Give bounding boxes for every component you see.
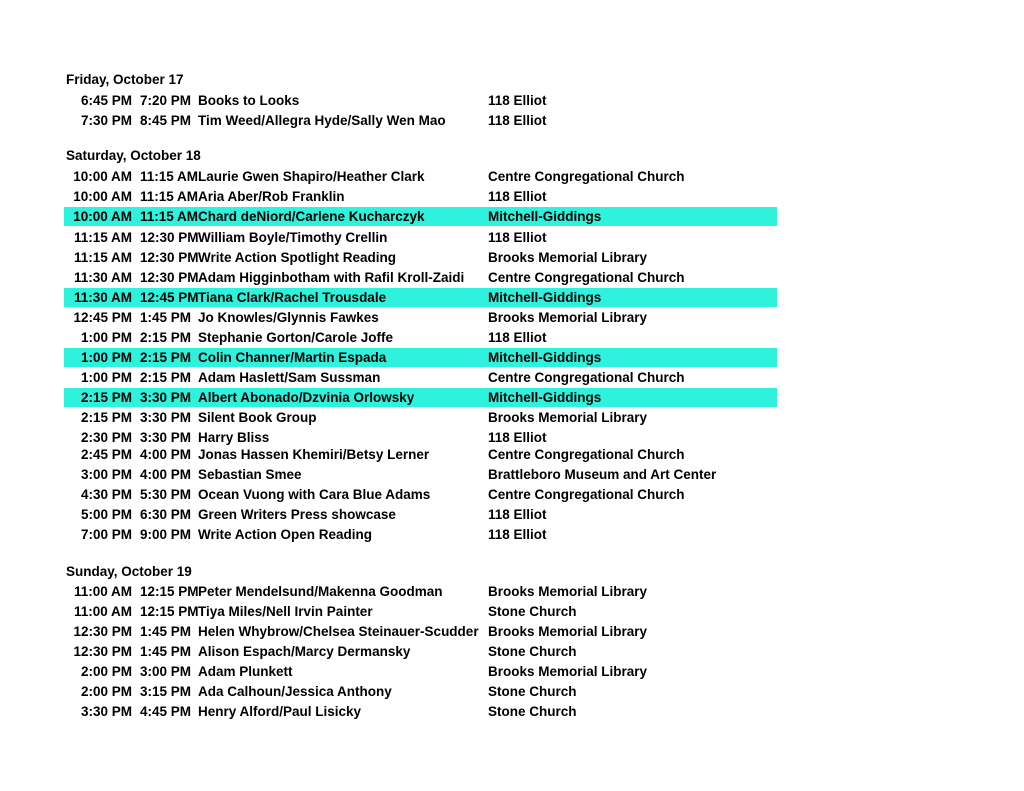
end-time: 11:15 AM	[140, 169, 199, 184]
start-time: 6:45 PM	[80, 93, 132, 108]
event-title: Helen Whybrow/Chelsea Steinauer-Scudder	[198, 624, 479, 639]
event-venue: Centre Congregational Church	[488, 447, 685, 462]
event-venue: Centre Congregational Church	[488, 169, 685, 184]
event-title: Write Action Open Reading	[198, 527, 373, 542]
start-time: 2:15 PM	[80, 410, 132, 425]
start-time: 11:00 AM	[73, 584, 132, 599]
start-time: 2:00 PM	[80, 664, 132, 679]
event-title: Laurie Gwen Shapiro/Heather Clark	[198, 169, 425, 184]
start-time: 2:15 PM	[80, 390, 132, 405]
end-time: 4:45 PM	[140, 704, 192, 719]
end-time: 12:15 PM	[140, 584, 199, 599]
schedule-row	[64, 167, 777, 186]
start-time: 2:30 PM	[80, 430, 132, 445]
event-title: Ada Calhoun/Jessica Anthony	[198, 684, 392, 699]
end-time: 6:30 PM	[140, 507, 192, 522]
event-title: Albert Abonado/Dzvinia Orlowsky	[198, 390, 415, 405]
event-venue: Mitchell-Giddings	[488, 350, 602, 365]
event-venue: Brooks Memorial Library	[488, 250, 648, 265]
start-time: 11:15 AM	[73, 250, 132, 265]
start-time: 3:30 PM	[80, 704, 132, 719]
schedule-row	[64, 525, 777, 544]
event-venue: Brooks Memorial Library	[488, 310, 648, 325]
schedule-row	[64, 368, 777, 387]
event-venue: Brooks Memorial Library	[488, 584, 648, 599]
event-title: Henry Alford/Paul Lisicky	[198, 704, 362, 719]
event-venue: 118 Elliot	[488, 507, 547, 522]
event-title: Silent Book Group	[198, 410, 317, 425]
schedule-row	[64, 702, 777, 721]
start-time: 3:00 PM	[80, 467, 132, 482]
start-time: 10:00 AM	[73, 169, 132, 184]
event-title: Books to Looks	[198, 93, 300, 108]
schedule-row	[64, 288, 777, 307]
schedule-row	[64, 408, 777, 427]
event-title: Aria Aber/Rob Franklin	[198, 189, 345, 204]
start-time: 11:30 AM	[73, 290, 132, 305]
schedule-row	[64, 445, 777, 464]
event-venue: Mitchell-Giddings	[488, 209, 602, 224]
schedule-row	[64, 268, 777, 287]
start-time: 11:00 AM	[73, 604, 132, 619]
end-time: 12:30 PM	[140, 230, 199, 245]
schedule-row	[64, 348, 777, 367]
event-title: Stephanie Gorton/Carole Joffe	[198, 330, 394, 345]
schedule-row	[64, 682, 777, 701]
end-time: 9:00 PM	[140, 527, 192, 542]
event-title: Adam Haslett/Sam Sussman	[198, 370, 381, 385]
start-time: 5:00 PM	[80, 507, 132, 522]
schedule-row	[64, 602, 777, 621]
start-time: 12:45 PM	[73, 310, 132, 325]
day-header: Friday, October 17	[66, 72, 184, 87]
event-title: Colin Channer/Martin Espada	[198, 350, 387, 365]
event-title: Adam Plunkett	[198, 664, 293, 679]
start-time: 1:00 PM	[80, 350, 132, 365]
event-venue: Centre Congregational Church	[488, 370, 685, 385]
schedule-row	[64, 622, 777, 641]
schedule-row	[64, 248, 777, 267]
event-venue: Stone Church	[488, 704, 577, 719]
schedule-row	[64, 187, 777, 206]
event-venue: Mitchell-Giddings	[488, 290, 602, 305]
event-venue: Brattleboro Museum and Art Center	[488, 467, 717, 482]
schedule-row	[64, 388, 777, 407]
end-time: 4:00 PM	[140, 447, 192, 462]
schedule-row	[64, 642, 777, 661]
start-time: 7:30 PM	[80, 113, 132, 128]
event-title: Write Action Spotlight Reading	[198, 250, 396, 265]
schedule-row	[64, 308, 777, 327]
start-time: 11:15 AM	[73, 230, 132, 245]
event-venue: Brooks Memorial Library	[488, 624, 648, 639]
end-time: 11:15 AM	[140, 189, 199, 204]
end-time: 12:45 PM	[140, 290, 199, 305]
event-venue: Brooks Memorial Library	[488, 664, 648, 679]
event-title: Ocean Vuong with Cara Blue Adams	[198, 487, 431, 502]
event-title: Chard deNiord/Carlene Kucharczyk	[198, 209, 425, 224]
end-time: 2:15 PM	[140, 370, 192, 385]
event-title: Peter Mendelsund/Makenna Goodman	[198, 584, 443, 599]
event-venue: 118 Elliot	[488, 330, 547, 345]
event-venue: 118 Elliot	[488, 93, 547, 108]
event-venue: Centre Congregational Church	[488, 270, 685, 285]
end-time: 2:15 PM	[140, 330, 192, 345]
schedule-row	[64, 111, 777, 130]
start-time: 10:00 AM	[73, 189, 132, 204]
start-time: 1:00 PM	[80, 370, 132, 385]
event-title: Jonas Hassen Khemiri/Betsy Lerner	[198, 447, 430, 462]
start-time: 2:45 PM	[80, 447, 132, 462]
event-title: Green Writers Press showcase	[198, 507, 396, 522]
schedule-row	[64, 465, 777, 484]
event-venue: 118 Elliot	[488, 527, 547, 542]
end-time: 12:30 PM	[140, 270, 199, 285]
end-time: 1:45 PM	[140, 644, 192, 659]
end-time: 3:15 PM	[140, 684, 192, 699]
schedule-row	[64, 662, 777, 681]
schedule-row	[64, 505, 777, 524]
end-time: 1:45 PM	[140, 624, 192, 639]
event-venue: Centre Congregational Church	[488, 487, 685, 502]
event-title: William Boyle/Timothy Crellin	[198, 230, 388, 245]
end-time: 12:30 PM	[140, 250, 199, 265]
end-time: 3:00 PM	[140, 664, 192, 679]
event-venue: Stone Church	[488, 684, 577, 699]
end-time: 8:45 PM	[140, 113, 192, 128]
start-time: 11:30 AM	[73, 270, 132, 285]
start-time: 1:00 PM	[80, 330, 132, 345]
start-time: 10:00 AM	[73, 209, 132, 224]
schedule-row	[64, 91, 777, 110]
event-venue: 118 Elliot	[488, 430, 547, 445]
event-title: Tiya Miles/Nell Irvin Painter	[198, 604, 373, 619]
schedule-row	[64, 228, 777, 247]
end-time: 3:30 PM	[140, 430, 192, 445]
schedule-row	[64, 328, 777, 347]
end-time: 5:30 PM	[140, 487, 192, 502]
event-venue: Mitchell-Giddings	[488, 390, 602, 405]
event-title: Alison Espach/Marcy Dermansky	[198, 644, 411, 659]
end-time: 2:15 PM	[140, 350, 192, 365]
end-time: 4:00 PM	[140, 467, 192, 482]
schedule-row	[64, 582, 777, 601]
end-time: 11:15 AM	[140, 209, 199, 224]
event-title: Tim Weed/Allegra Hyde/Sally Wen Mao	[198, 113, 446, 128]
day-header: Saturday, October 18	[66, 148, 201, 163]
schedule-row	[64, 485, 777, 504]
event-venue: 118 Elliot	[488, 113, 547, 128]
day-header: Sunday, October 19	[66, 564, 192, 579]
event-venue: Brooks Memorial Library	[488, 410, 648, 425]
event-title: Harry Bliss	[198, 430, 270, 445]
event-venue: 118 Elliot	[488, 230, 547, 245]
event-title: Sebastian Smee	[198, 467, 302, 482]
event-title: Tiana Clark/Rachel Trousdale	[198, 290, 387, 305]
end-time: 1:45 PM	[140, 310, 192, 325]
event-venue: 118 Elliot	[488, 189, 547, 204]
end-time: 3:30 PM	[140, 410, 192, 425]
end-time: 12:15 PM	[140, 604, 199, 619]
start-time: 2:00 PM	[80, 684, 132, 699]
start-time: 7:00 PM	[80, 527, 132, 542]
event-title: Jo Knowles/Glynnis Fawkes	[198, 310, 379, 325]
end-time: 7:20 PM	[140, 93, 192, 108]
event-venue: Stone Church	[488, 604, 577, 619]
start-time: 4:30 PM	[80, 487, 132, 502]
schedule-row	[64, 207, 777, 226]
start-time: 12:30 PM	[73, 624, 132, 639]
end-time: 3:30 PM	[140, 390, 192, 405]
start-time: 12:30 PM	[73, 644, 132, 659]
event-venue: Stone Church	[488, 644, 577, 659]
event-title: Adam Higginbotham with Rafil Kroll-Zaidi	[198, 270, 465, 285]
